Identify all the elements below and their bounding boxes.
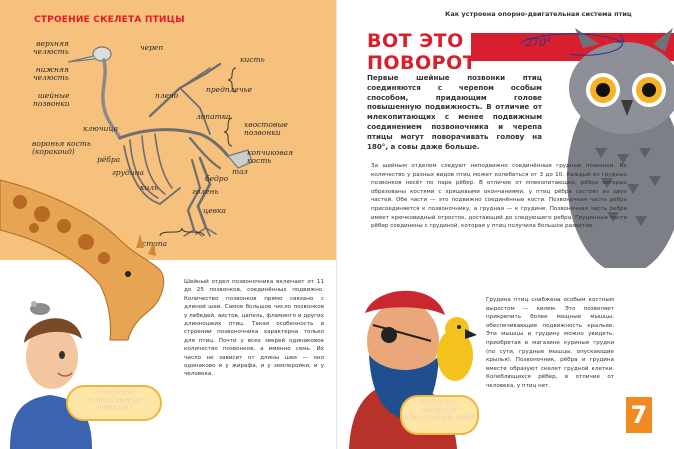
label-hand: кисть: [240, 55, 265, 64]
label-pelvis: таз: [232, 167, 248, 176]
label-clavicle: ключица: [83, 124, 119, 133]
label-tarsometatarsus: цевка: [203, 206, 226, 215]
label-skull: череп: [140, 43, 164, 52]
label-coracoid: воронья кость (коракоид): [32, 139, 91, 156]
label-lower-jaw: нижняя челюсть: [33, 65, 69, 82]
speech-bubble-left: [66, 385, 162, 421]
label-pygostyle: копчиковая кость: [247, 148, 294, 165]
label-upper-jaw: верхняя челюсть: [33, 39, 69, 56]
boy-with-mouse-illustration: [0, 295, 110, 449]
intro-text: Первые шейные позвонки птиц соединяются с черепом особым способом, придающим голове повышенную подвижность. В отличие от млекопитающих с менее подвижным соединением позвоночника и черепа птицы могут поворачивать голову на 180°, а совы даже больше.: [367, 73, 542, 151]
body-text-ribs: За шейным отделом следуют неподвижно соединённые грудные позвонки. Их количество у разных видов птиц может колебаться от 3 до 10. Каждый из грудных позвонков несёт по паре рёбер. В отличие от млекопитающих, рёбра которых образованы костями с хрящевыми окончаниями, у птиц рёбра состоят из двух частей. Обе части — это подвижно соединённые кости. Позвоночная часть ребра присоединяется к позвоночнику, а грудная — к грудине. Позвоночная часть ребра имеет крючковидный отросток, достающий до следующего ребра. Грудинные части рёбер соединены с грудиной, которая у птиц получила большое развитие.: [371, 163, 627, 230]
running-header: Как устроена опорно-двигательная система птиц: [445, 10, 632, 18]
label-foot: стопа: [142, 239, 168, 248]
owl-illustration: [555, 28, 674, 268]
degree-label: 270°: [525, 36, 552, 49]
body-text-sternum: Грудина птиц снабжена особым костным выростом — килем. Это позволяет прикрепить более мощные мышцы, обеспечивающие подвижность крыльев. Эти мышцы и грудину можно увидеть, приобретая в магазине куриные грудки (по сути, грудные мышцы, опускающие крылья). Позвоночник, рёбра и грудина вместе образуют скелет грудной клетки. Колеблющихся рёбер, в отличие от человека, у птиц нет.: [486, 297, 614, 389]
speech-bubble-right-text: И длинных колебаний в отличие от тебя!: [403, 398, 476, 421]
label-femur: бедро: [205, 174, 229, 183]
label-humerus: плечо: [155, 91, 179, 100]
label-forearm: предплечье: [206, 85, 253, 94]
label-tail-vertebrae: хвостовые позвонки: [244, 120, 288, 137]
rotation-arc-icon: [510, 30, 630, 60]
section-title: СТРОЕНИЕ СКЕЛЕТА ПТИЦЫ: [34, 15, 185, 25]
page-number: 7: [626, 397, 652, 433]
label-keel: киль: [140, 183, 159, 192]
label-tibia: голень: [192, 187, 219, 196]
speech-bubble-right: [400, 395, 479, 435]
label-sternum: грудина: [112, 168, 144, 177]
label-scapula: лопатка: [196, 112, 231, 121]
body-text-neck: Шейный отдел позвоночника включает от 11 до 25 позвонков, соединённых подвижно. Количество позвонков прямо связано с длиной шеи. Самое большое число позвонков у лебедей, аистов, цапель, фламинго и других длинношеих птиц. Такая особенность в строении позвоночника характерна только для птиц. Почти у всех зверей одинаковое количество позвонков, а именно семь. Их число не зависит от длины шеи — оно одинаково и у жирафа, и у землеройки, и у человека.: [184, 279, 324, 378]
big-title: ВОТ ЭТО ПОВОРОТ: [367, 30, 477, 74]
label-ribs: рёбра: [97, 155, 121, 164]
label-neck-vertebrae: шейные позвонки: [33, 91, 70, 108]
speech-bubble-left-text: У нас у всех по семь шейных позвонков: [85, 388, 143, 411]
